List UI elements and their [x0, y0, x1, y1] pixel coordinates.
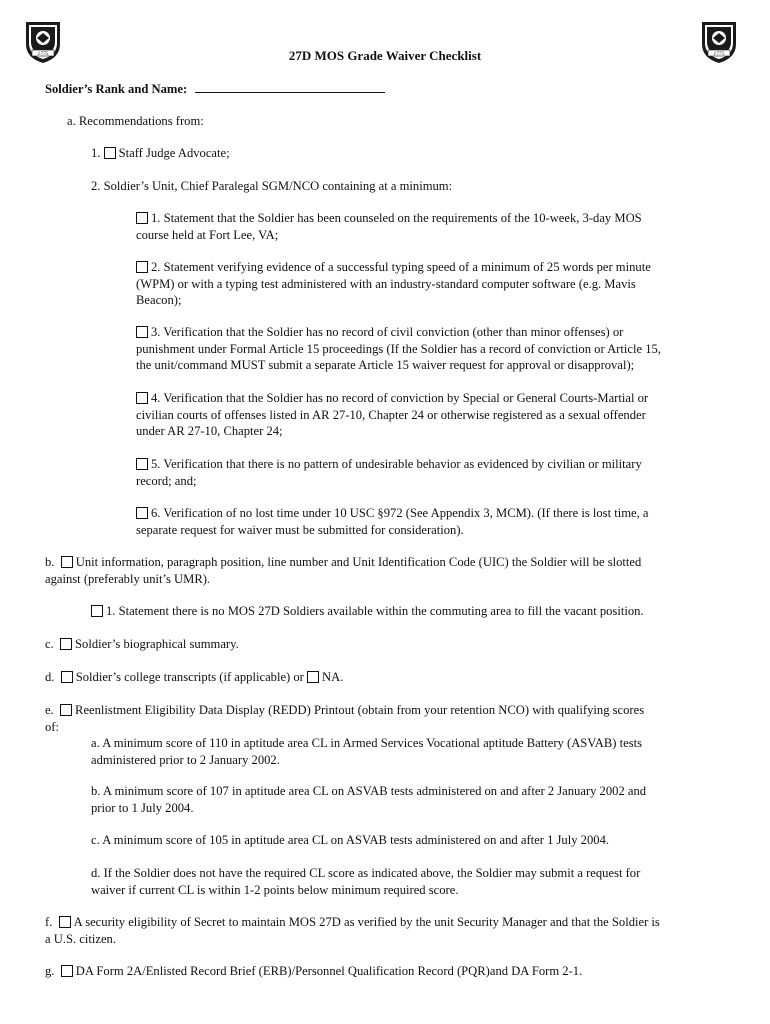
checkbox-b1[interactable] [91, 605, 103, 617]
section-e-item-c-line1: c. A minimum score of 105 in aptitude area CL on ASVAB tests administered on and after 1 July 2004. [91, 833, 610, 847]
sub-item-1-line1: 1. Statement that the Soldier has been counseled on the requirements of the 10-week, 3-day MOS [151, 211, 642, 225]
section-b-line2: against (preferably unit’s UMR). [45, 571, 211, 586]
sub-item-5-line1: 5. Verification that there is no pattern of undesirable behavior as evidenced by civilian or military [151, 457, 642, 471]
checkbox-a2-3[interactable] [136, 326, 148, 338]
section-c-text: Soldier’s biographical summary. [75, 637, 239, 651]
sub-item-5-line2: record; and; [136, 473, 197, 488]
checkbox-a2-1[interactable] [136, 212, 148, 224]
section-e-item-b-line2: prior to 1 July 2004. [91, 800, 194, 815]
sub-item-3-line1: 3. Verification that the Soldier has no record of civil conviction (other than minor offenses) or [151, 325, 624, 339]
checkbox-b[interactable] [61, 556, 73, 568]
section-e-item-c [91, 832, 751, 849]
section-d-letter: d. [45, 670, 55, 684]
item1-text: Staff Judge Advocate; [118, 146, 230, 160]
sub-item-6-line1: 6. Verification of no lost time under 10 USC §972 (See Appendix 3, MCM). (If there is lost time, a [151, 506, 649, 520]
section-f-line1: A security eligibility of Secret to maintain MOS 27D as verified by the unit Security Manager and that the Soldier is [73, 915, 660, 929]
section-c-letter: c. [45, 637, 54, 651]
section-b-sub1-text: 1. Statement there is no MOS 27D Soldiers available within the commuting area to fill the vacant position. [106, 604, 644, 618]
checkbox-d[interactable] [61, 671, 73, 683]
section-g [45, 963, 745, 980]
sub-item-4 [136, 390, 736, 440]
sub-item-2-line1: 2. Statement verifying evidence of a successful typing speed of a minimum of 25 words per minute [151, 260, 651, 274]
section-g-text: DA Form 2A/Enlisted Record Brief (ERB)/Personnel Qualification Record (PQR)and DA Form 2-1. [75, 964, 583, 978]
rank-name-row [45, 80, 385, 98]
checkbox-e[interactable] [60, 704, 72, 716]
sub-item-3-line2: punishment under Formal Article 15 proceedings (If the Soldier has a record of conviction or Article 15, [136, 341, 661, 356]
sub-item-4-line3: under AR 27-10, Chapter 24; [136, 424, 283, 438]
section-e-item-a [91, 735, 751, 768]
section-d [45, 669, 343, 686]
section-a-item1 [91, 145, 230, 162]
sub-item-2 [136, 259, 736, 309]
rank-name-field[interactable] [195, 80, 385, 93]
insignia-year-left: 1775 [37, 51, 49, 57]
section-d-text: Soldier’s college transcripts (if applicable) or [75, 670, 304, 684]
section-c [45, 636, 239, 653]
section-b-sub1 [91, 603, 644, 620]
sub-item-6-line2: separate request for waiver must be submitted for consideration). [136, 522, 464, 537]
item1-number: 1. [91, 146, 101, 160]
section-a-heading: a. Recommendations from: [67, 114, 204, 128]
insignia-year-right: 1775 [713, 51, 725, 57]
sub-item-4-line1: 4. Verification that the Soldier has no record of conviction by Special or General Courts-Martial or [151, 391, 649, 405]
section-e-line1: Reenlistment Eligibility Data Display (REDD) Printout (obtain from your retention NCO) with qualifying scores [75, 703, 645, 717]
sub-item-1-line2: course held at Fort Lee, VA; [136, 227, 279, 242]
sub-item-2-line2: (WPM) or with a typing test administered with an industry-standard computer software (e.g. Mavis [136, 276, 636, 291]
checkbox-a2-2[interactable] [136, 261, 148, 273]
sub-item-4-line2: civilian courts of offenses listed in AR 27-10, Chapter 24 or otherwise registered as a sexual offender [136, 407, 646, 422]
section-b-letter: b. [45, 555, 55, 569]
checkbox-c[interactable] [60, 638, 72, 650]
sub-item-3 [136, 324, 736, 374]
section-g-letter: g. [45, 964, 55, 978]
checkbox-f[interactable] [59, 916, 71, 928]
section-e-letter: e. [45, 703, 54, 717]
checkbox-d-na[interactable] [307, 671, 319, 683]
sub-item-6 [136, 505, 736, 538]
section-b-line1: Unit information, paragraph position, line number and Unit Identification Code (UIC) the Soldier will be slotted [75, 555, 642, 569]
sub-item-2-line3: Beacon); [136, 293, 182, 307]
page-title: 27D MOS Grade Waiver Checklist [288, 48, 482, 63]
section-e-item-a-line1: a. A minimum score of 110 in aptitude area CL in Armed Services Vocational aptitude Battery (ASVAB) tests [91, 736, 642, 750]
section-e-item-d-line1: d. If the Soldier does not have the required CL score as indicated above, the Soldier may submit a request for [91, 866, 641, 880]
section-e-item-d-line2: waiver if current CL is within 1-2 points below minimum required score. [91, 882, 459, 897]
sub-item-3-line3: the unit/command MUST submit a separate Article 15 waiver request for approval or disapproval); [136, 358, 635, 372]
section-f-letter: f. [45, 915, 53, 929]
section-d-na: NA. [322, 670, 344, 684]
section-f [45, 914, 745, 947]
sub-item-1 [136, 210, 736, 243]
checkbox-a2-4[interactable] [136, 392, 148, 404]
section-a-item2: 2. Soldier’s Unit, Chief Paralegal SGM/NCO containing at a minimum: [91, 179, 453, 193]
section-e-item-d [91, 865, 751, 898]
checkbox-a1[interactable] [104, 147, 116, 159]
section-e-item-a-line2: administered prior to 2 January 2002. [91, 752, 280, 767]
section-f-line2: a U.S. citizen. [45, 931, 116, 946]
sub-item-5 [136, 456, 736, 489]
checkbox-a2-6[interactable] [136, 507, 148, 519]
section-e-item-b-line1: b. A minimum score of 107 in aptitude area CL on ASVAB tests administered on and after 2 January 2002 and [91, 784, 647, 798]
section-e-item-b [91, 783, 751, 816]
section-e [45, 702, 745, 735]
section-b [45, 554, 745, 587]
section-e-line2: of: [45, 719, 59, 734]
rank-name-label: Soldier’s Rank and Name: [45, 82, 188, 96]
checkbox-a2-5[interactable] [136, 458, 148, 470]
checkbox-g[interactable] [61, 965, 73, 977]
